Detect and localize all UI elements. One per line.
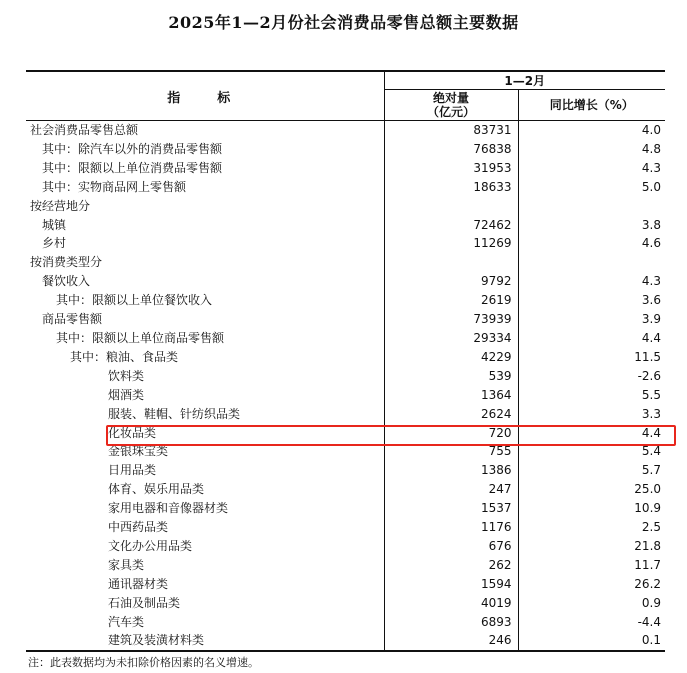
row-value: 73939 bbox=[384, 310, 518, 329]
row-value: 1386 bbox=[384, 461, 518, 480]
row-value: 246 bbox=[384, 631, 518, 651]
row-growth: 5.4 bbox=[641, 444, 662, 459]
row-growth: 21.8 bbox=[634, 538, 662, 553]
table-row bbox=[26, 405, 665, 424]
absolute-header-line1: 绝对量 bbox=[432, 91, 469, 105]
table-row bbox=[26, 216, 665, 235]
row-growth: 5.0 bbox=[641, 179, 662, 194]
row-name: 其中：限额以上单位餐饮收入 bbox=[26, 291, 384, 310]
row-name: 其中：除汽车以外的消费品零售额 bbox=[26, 140, 384, 159]
page-title: 2025年1—2月份社会消费品零售总额主要数据 bbox=[168, 13, 519, 32]
row-name: 乡村 bbox=[26, 234, 384, 253]
row-growth: 3.3 bbox=[641, 406, 662, 421]
table-row bbox=[26, 461, 665, 480]
table-row bbox=[26, 556, 665, 575]
row-name: 按经营地分 bbox=[26, 197, 384, 216]
table-row bbox=[26, 121, 665, 140]
row-value bbox=[384, 253, 518, 272]
row-growth bbox=[518, 253, 665, 272]
row-growth: 4.8 bbox=[641, 141, 662, 156]
row-value: 755 bbox=[384, 442, 518, 461]
row-name: 化妆品类 bbox=[26, 424, 384, 443]
table-body bbox=[26, 121, 665, 652]
table-row bbox=[26, 234, 665, 253]
table-row bbox=[26, 480, 665, 499]
row-growth: 26.2 bbox=[634, 576, 662, 591]
row-growth: 10.9 bbox=[634, 501, 662, 516]
row-value: 1537 bbox=[384, 499, 518, 518]
table-row bbox=[26, 310, 665, 329]
row-growth: 0.9 bbox=[641, 595, 662, 610]
row-name: 城镇 bbox=[26, 216, 384, 235]
row-name: 家具类 bbox=[26, 556, 384, 575]
row-name: 中西药品类 bbox=[26, 518, 384, 537]
absolute-header bbox=[384, 90, 518, 121]
row-name: 服装、鞋帽、针纺织品类 bbox=[26, 405, 384, 424]
table-row bbox=[26, 537, 665, 556]
row-name: 商品零售额 bbox=[26, 310, 384, 329]
row-value: 29334 bbox=[384, 329, 518, 348]
row-value: 2624 bbox=[384, 405, 518, 424]
row-value: 676 bbox=[384, 537, 518, 556]
row-value: 4229 bbox=[384, 348, 518, 367]
table-row bbox=[26, 518, 665, 537]
row-value: 6893 bbox=[384, 613, 518, 632]
row-value: 2619 bbox=[384, 291, 518, 310]
table-row bbox=[26, 329, 665, 348]
row-growth: 4.4 bbox=[641, 330, 662, 345]
row-value: 18633 bbox=[384, 178, 518, 197]
indicator-header: 指 标 bbox=[26, 71, 384, 121]
table-row bbox=[26, 575, 665, 594]
row-value: 4019 bbox=[384, 594, 518, 613]
table-row bbox=[26, 442, 665, 461]
row-name: 建筑及装潢材料类 bbox=[26, 631, 384, 651]
row-value: 720 bbox=[384, 424, 518, 443]
table-row bbox=[26, 197, 665, 216]
period-header: 1—2月 bbox=[384, 71, 665, 90]
table-row bbox=[26, 594, 665, 613]
row-growth: 4.3 bbox=[641, 160, 662, 175]
row-name: 石油及制品类 bbox=[26, 594, 384, 613]
table-row bbox=[26, 140, 665, 159]
row-name: 餐饮收入 bbox=[26, 272, 384, 291]
row-value: 83731 bbox=[384, 121, 518, 140]
row-name: 其中：限额以上单位消费品零售额 bbox=[26, 159, 384, 178]
row-growth: 11.7 bbox=[634, 557, 662, 572]
row-name: 通讯器材类 bbox=[26, 575, 384, 594]
row-name: 家用电器和音像器材类 bbox=[26, 499, 384, 518]
row-name: 其中：实物商品网上零售额 bbox=[26, 178, 384, 197]
row-value: 31953 bbox=[384, 159, 518, 178]
row-growth: 5.7 bbox=[641, 463, 662, 478]
row-value: 72462 bbox=[384, 216, 518, 235]
row-growth: 2.5 bbox=[641, 520, 662, 535]
table-row bbox=[26, 178, 665, 197]
table-row bbox=[26, 613, 665, 632]
row-growth: 4.4 bbox=[641, 425, 662, 440]
row-value: 1364 bbox=[384, 386, 518, 405]
footnote: 注：此表数据均为未扣除价格因素的名义增速。 bbox=[28, 656, 259, 669]
table-row bbox=[26, 272, 665, 291]
row-name: 饮料类 bbox=[26, 367, 384, 386]
absolute-header-line2: （亿元） bbox=[426, 105, 475, 119]
row-growth: 3.6 bbox=[641, 293, 662, 308]
row-name: 烟酒类 bbox=[26, 386, 384, 405]
row-growth: 0.1 bbox=[518, 631, 665, 651]
row-value: 1594 bbox=[384, 575, 518, 594]
row-growth: 3.8 bbox=[641, 217, 662, 232]
table-row bbox=[26, 291, 665, 310]
row-value: 1176 bbox=[384, 518, 518, 537]
row-value: 11269 bbox=[384, 234, 518, 253]
row-value: 9792 bbox=[384, 272, 518, 291]
table-row bbox=[26, 386, 665, 405]
row-name: 体育、娱乐用品类 bbox=[26, 480, 384, 499]
table-row bbox=[26, 631, 665, 651]
row-name: 文化办公用品类 bbox=[26, 537, 384, 556]
retail-sales-table bbox=[26, 70, 665, 652]
table-row bbox=[26, 499, 665, 518]
table-row bbox=[26, 159, 665, 178]
row-name: 按消费类型分 bbox=[26, 253, 384, 272]
row-value: 76838 bbox=[384, 140, 518, 159]
row-growth: 5.5 bbox=[641, 387, 662, 402]
table-row bbox=[26, 367, 665, 386]
row-growth: 25.0 bbox=[634, 482, 662, 497]
row-value: 539 bbox=[384, 367, 518, 386]
row-growth bbox=[518, 197, 665, 216]
row-name: 汽车类 bbox=[26, 613, 384, 632]
row-value: 247 bbox=[384, 480, 518, 499]
row-growth: 3.9 bbox=[641, 312, 662, 327]
table-row bbox=[26, 424, 665, 443]
row-name: 其中：粮油、食品类 bbox=[26, 348, 384, 367]
row-name: 社会消费品零售总额 bbox=[26, 121, 384, 140]
row-growth: 4.6 bbox=[641, 236, 662, 251]
row-value: 262 bbox=[384, 556, 518, 575]
row-name: 日用品类 bbox=[26, 461, 384, 480]
growth-header: 同比增长（%） bbox=[518, 90, 665, 121]
row-growth: -4.4 bbox=[637, 614, 662, 629]
table-row bbox=[26, 253, 665, 272]
row-growth: 4.3 bbox=[641, 274, 662, 289]
row-growth: 11.5 bbox=[634, 349, 662, 364]
row-value bbox=[384, 197, 518, 216]
row-growth: 4.0 bbox=[641, 123, 662, 137]
row-growth: -2.6 bbox=[637, 368, 662, 383]
row-name: 其中：限额以上单位商品零售额 bbox=[26, 329, 384, 348]
table-row bbox=[26, 348, 665, 367]
row-name: 金银珠宝类 bbox=[26, 442, 384, 461]
